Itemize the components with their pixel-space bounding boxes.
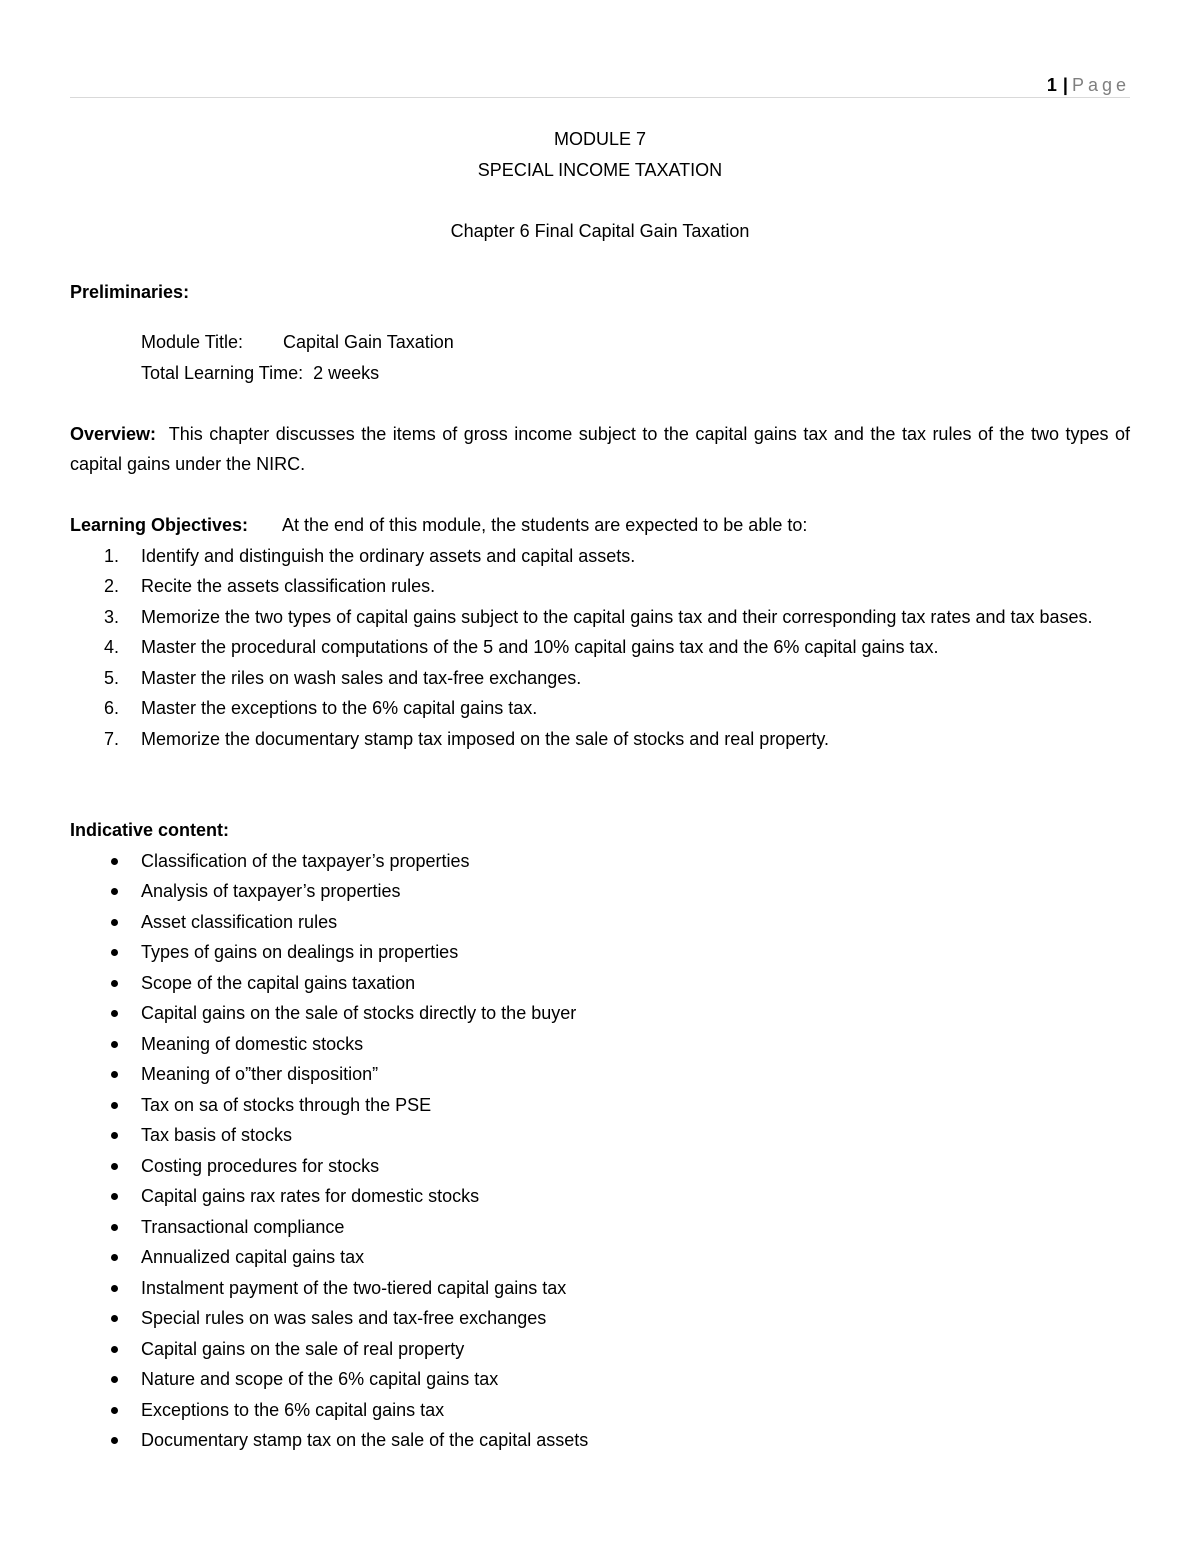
content-item [70,1059,1130,1090]
content-item [70,1242,1130,1273]
content-item [70,1395,1130,1426]
learning-time-value: 2 weeks [313,362,380,383]
content-item-text: Capital gains on the sale of real property [141,1338,465,1359]
header-rule [70,97,1130,98]
objective-number: 5. [104,667,120,688]
module-title-row [70,327,1130,358]
content-item [70,1212,1130,1243]
content-item-text: Types of gains on dealings in properties [141,942,459,962]
content-item [70,907,1130,938]
objective-item [70,724,1130,755]
bullet-icon [111,1224,118,1231]
learning-time-row [70,358,1130,389]
content-item-text: Tax basis of stocks [141,1125,293,1145]
content-item-text: Costing procedures for stocks [141,1155,380,1176]
bullet-icon [111,1102,118,1109]
content-item-text: Tax on sa of stocks through the PSE [141,1094,432,1115]
learning-objectives-heading: Learning Objectives: [70,515,249,535]
learning-objectives-intro: At the end of this module, the students are expected to be able to: [282,515,808,535]
bullet-icon [111,919,118,926]
module-title-value: Capital Gain Taxation [283,332,454,352]
bullet-icon [111,1407,118,1414]
content-item-text: Meaning of o”ther disposition” [141,1064,379,1084]
objective-item [70,541,1130,572]
objective-text: Master the riles on wash sales and tax-free exchanges. [141,667,582,688]
content-item [70,1090,1130,1121]
bullet-icon [111,1285,118,1292]
objective-item [70,693,1130,724]
overview-paragraph [70,419,1130,480]
module-subject: SPECIAL INCOME TAXATION [477,159,723,180]
objective-item [70,602,1130,633]
content-item [70,937,1130,968]
page-header [1047,70,1130,100]
content-item [70,1181,1130,1212]
content-item [70,1120,1130,1151]
overview-text: This chapter discusses the items of gross income subject to the capital gains tax and the tax rules of the two types of capital gains under the NIRC. [70,423,1130,474]
bullet-icon [111,1132,118,1139]
objective-item [70,663,1130,694]
preliminaries-heading: Preliminaries: [70,281,190,302]
learning-objectives-list [70,541,1130,755]
content-item-text: Meaning of domestic stocks [141,1033,364,1054]
content-item [70,1151,1130,1182]
page-word: Page [1071,75,1130,95]
header-separator: | [1062,75,1068,95]
bullet-icon [111,888,118,895]
content-item-text: Capital gains on the sale of stocks directly to the buyer [141,1003,577,1023]
content-item-text: Classification of the taxpayer’s properties [141,850,470,871]
bullet-icon [111,980,118,987]
objective-number: 2. [104,576,120,596]
objective-text: Recite the assets classification rules. [141,576,436,596]
objective-text: Master the procedural computations of the 5 and 10% capital gains tax and the 6% capital gains tax. [141,637,939,657]
learning-objectives-header [70,510,1130,541]
bullet-icon [111,949,118,956]
bullet-icon [111,1071,118,1078]
module-number: MODULE 7 [553,129,647,149]
objective-number: 3. [104,606,120,627]
content-item [70,1334,1130,1365]
indicative-content-heading: Indicative content: [70,820,230,840]
learning-time-label: Total Learning Time: [141,362,304,383]
bullet-icon [111,1010,118,1017]
objective-text: Master the exceptions to the 6% capital gains tax. [141,698,538,718]
indicative-content-list [70,846,1130,1456]
overview-heading: Overview: [70,423,157,444]
objective-text: Memorize the two types of capital gains subject to the capital gains tax and their corresponding tax rates and tax bases. [141,606,1093,627]
content-item [70,1029,1130,1060]
content-item [70,968,1130,999]
bullet-icon [111,1041,118,1048]
content-item [70,846,1130,877]
content-item-text: Instalment payment of the two-tiered capital gains tax [141,1277,567,1298]
content-item-text: Analysis of taxpayer’s properties [141,881,401,901]
content-item-text: Special rules on was sales and tax-free exchanges [141,1308,547,1328]
content-item-text: Annualized capital gains tax [141,1247,365,1267]
bullet-icon [111,1254,118,1261]
content-item [70,998,1130,1029]
objective-item [70,632,1130,663]
bullet-icon [111,1163,118,1170]
module-title-label: Module Title: [141,332,244,352]
objective-number: 7. [104,728,120,749]
objective-item [70,571,1130,602]
objective-number: 6. [104,698,120,718]
content-item-text: Exceptions to the 6% capital gains tax [141,1399,445,1420]
objective-number: 4. [104,637,120,657]
content-item [70,876,1130,907]
content-item [70,1303,1130,1334]
content-item [70,1425,1130,1456]
content-item [70,1273,1130,1304]
page-number: 1 [1046,75,1057,95]
bullet-icon [111,1193,118,1200]
content-item [70,1364,1130,1395]
objective-text: Identify and distinguish the ordinary assets and capital assets. [141,545,636,566]
content-item-text: Nature and scope of the 6% capital gains tax [141,1369,499,1389]
document-body [70,124,1130,1456]
chapter-title: Chapter 6 Final Capital Gain Taxation [450,220,750,241]
content-item-text: Asset classification rules [141,911,338,932]
content-item-text: Documentary stamp tax on the sale of the capital assets [141,1430,589,1450]
content-item-text: Transactional compliance [141,1216,345,1237]
objective-text: Memorize the documentary stamp tax imposed on the sale of stocks and real property. [141,728,829,749]
bullet-icon [111,1315,118,1322]
content-item-text: Scope of the capital gains taxation [141,972,416,993]
bullet-icon [111,1346,118,1353]
bullet-icon [111,858,118,865]
content-item-text: Capital gains rax rates for domestic stocks [141,1186,480,1206]
bullet-icon [111,1437,118,1444]
bullet-icon [111,1376,118,1383]
objective-number: 1. [104,545,120,566]
